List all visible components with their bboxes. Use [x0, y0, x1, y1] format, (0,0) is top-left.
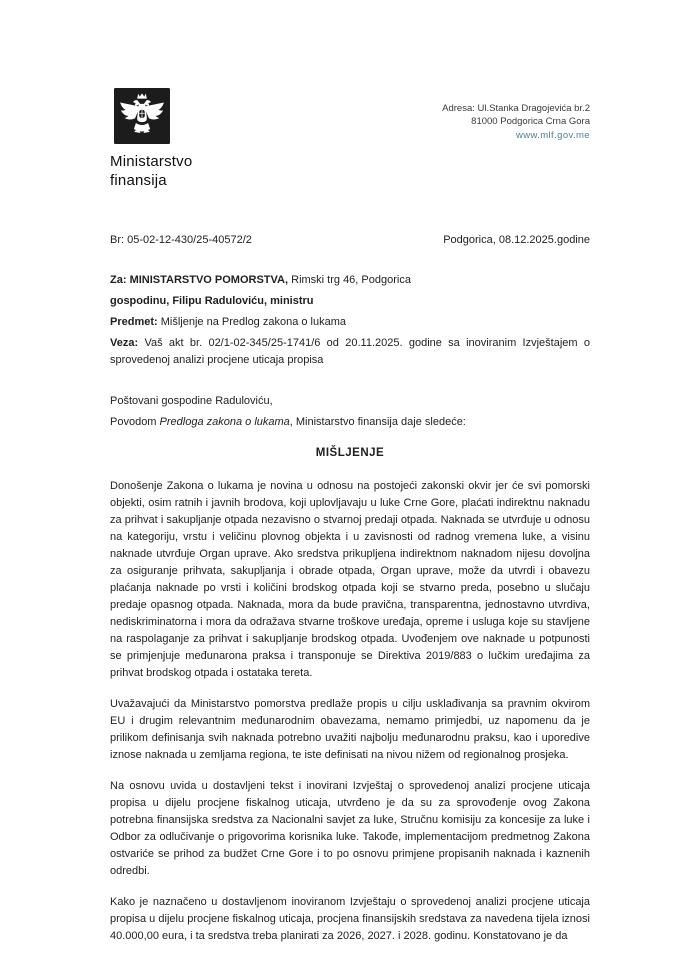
veza-label: Veza: — [110, 337, 139, 349]
paragraph-4: Kako je naznačeno u dostavljenom inoviranom Izvještaju o sprovedenoj analizi procjene uticaja propisa u dijelu procjene fiskalnog uticaja, procjena finansijskih sredstava za navedena tijela iznosi 40.000,00 eura, i ta sredstva treba planirati za 2026, 2027. i 2028. godinu. Konstatovano je da — [110, 896, 590, 942]
veza-text: Vaš akt br. 02/1-02-345/25-1741/6 od 20.11.2025. godine sa inoviranim Izvještajem o sprovedenoj analizi procjene uticaja propisa — [110, 337, 591, 366]
website-link[interactable]: www.mlf.gov.me — [515, 130, 590, 141]
intro-italic: Predloga zakona o lukama — [159, 416, 290, 428]
coat-of-arms-icon — [114, 88, 170, 144]
intro-pre: Povodom — [110, 416, 160, 428]
subject-label: Predmet: — [110, 316, 158, 328]
recipient-organization: MINISTARSTVO POMORSTVA, — [129, 274, 289, 286]
document-header — [110, 88, 590, 190]
paragraph-1: Donošenje Zakona o lukama je novina u odnosu na postojeći zakonski okvir jer će svi pomorski objekti, osim ratnih i javnih brodova, koji uplovljavaju u luke Crne Gore, plaćati indirektnu naknadu za prihvat i sakupljanje otpada nezavisno o stvarnoj predaji otpada. Naknada se utvrđuje u odnosu na kategoriju, vrstu i veličinu plovnog objekta i u zavisnosti od radnog vremena luke, a visinu naknade utvrđuje Organ uprave. Ako sredstva prikupljena indirektnom naknadom nijesu dovoljna za osiguranje prihvata, sakupljanja i obrade otpada, Organ uprave, može da utvrdi i obavezu plaćanja naknade po vrsti i količini brodskog otpada koji se stvarno preda, posebno u slučaju predaje opasnog otpada. Naknada, mora da bude pravična, transparentna, jednostavno utvrdiva, nediskriminatorna i mora da odražava stvarne troškove uređaja, opreme i usluga koje su stavljene na raspolaganje za prihvat i sakupljanje brodskog otpada. Uvođenjem ove naknade u potpunosti se primjenjuje međunarona praksa i transponuje se Direktiva 2019/883 o lučkim uređajima za prihvat brodskog otpada i ostataka tereta. — [110, 480, 590, 679]
document-title: MIŠLJENJE — [315, 447, 385, 459]
reference-number: Br: 05-02-12-430/25-40572/2 — [110, 234, 252, 246]
address-block — [442, 88, 590, 142]
recipient-line-za — [110, 272, 590, 289]
recipient-block — [110, 272, 590, 369]
recipient-person: gospodinu, Filipu Raduloviću, ministru — [110, 295, 314, 307]
reference-line — [110, 335, 590, 369]
reference-row — [110, 234, 590, 246]
paragraph-2: Uvažavajući da Ministarstvo pomorstva predlaže propis u cilju usklađivanja sa pravnim okvirom EU i drugim relevantnim međunarodnim obavezama, nemamo primjedbi, uz napomenu da je prilikom definisanja svih naknada potrebno uvažiti najbolju međunarodnu praksu, kao i uporedive iznose naknada u zemljama regiona, te iste definisati na nivou nižem od regionalnog prosjeka. — [110, 698, 590, 761]
subject-text: Mišljenje na Predlog zakona o lukama — [160, 316, 347, 328]
recipient-line-person — [110, 293, 590, 310]
paragraph-3: Na osnovu uvida u dostavljeni tekst i inovirani Izvještaj o sprovedenoj analizi procjene uticaja propisa u dijelu procjene fiskalnog uticaja, utvrđeno je da su za sprovođenje ovog Zakona potrebna finansijska sredstva za Nacionalni savjet za luke, Stručnu komisiju za koncesije za luke i Odbor za odlučivanje o prigovorima korisnika luke. Takođe, implementacijom predmetnog Zakona ostvariće se prihod za budžet Crne Gore i to po osnovu primjene propisanih naknada i kaznenih odredbi. — [110, 780, 590, 877]
address-line2: 81000 Podgorica Crna Gora — [471, 116, 590, 127]
ministry-name — [110, 152, 192, 190]
ministry-brand — [110, 88, 192, 190]
ministry-name-line2: finansija — [110, 172, 167, 189]
za-label: Za: — [110, 274, 127, 286]
recipient-address: Rimski trg 46, Podgorica — [291, 274, 411, 286]
letter-body — [110, 393, 590, 945]
place-and-date: Podgorica, 08.12.2025.godine — [443, 234, 590, 246]
intro-line — [110, 414, 590, 431]
intro-post: , Ministarstvo finansija daje sledeće: — [289, 416, 466, 428]
subject-line — [110, 314, 590, 331]
address-line1: Adresa: Ul.Stanka Dragojevića br.2 — [442, 103, 590, 114]
salutation: Poštovani gospodine Raduloviću, — [110, 395, 273, 407]
ministry-name-line1: Ministarstvo — [110, 153, 193, 170]
